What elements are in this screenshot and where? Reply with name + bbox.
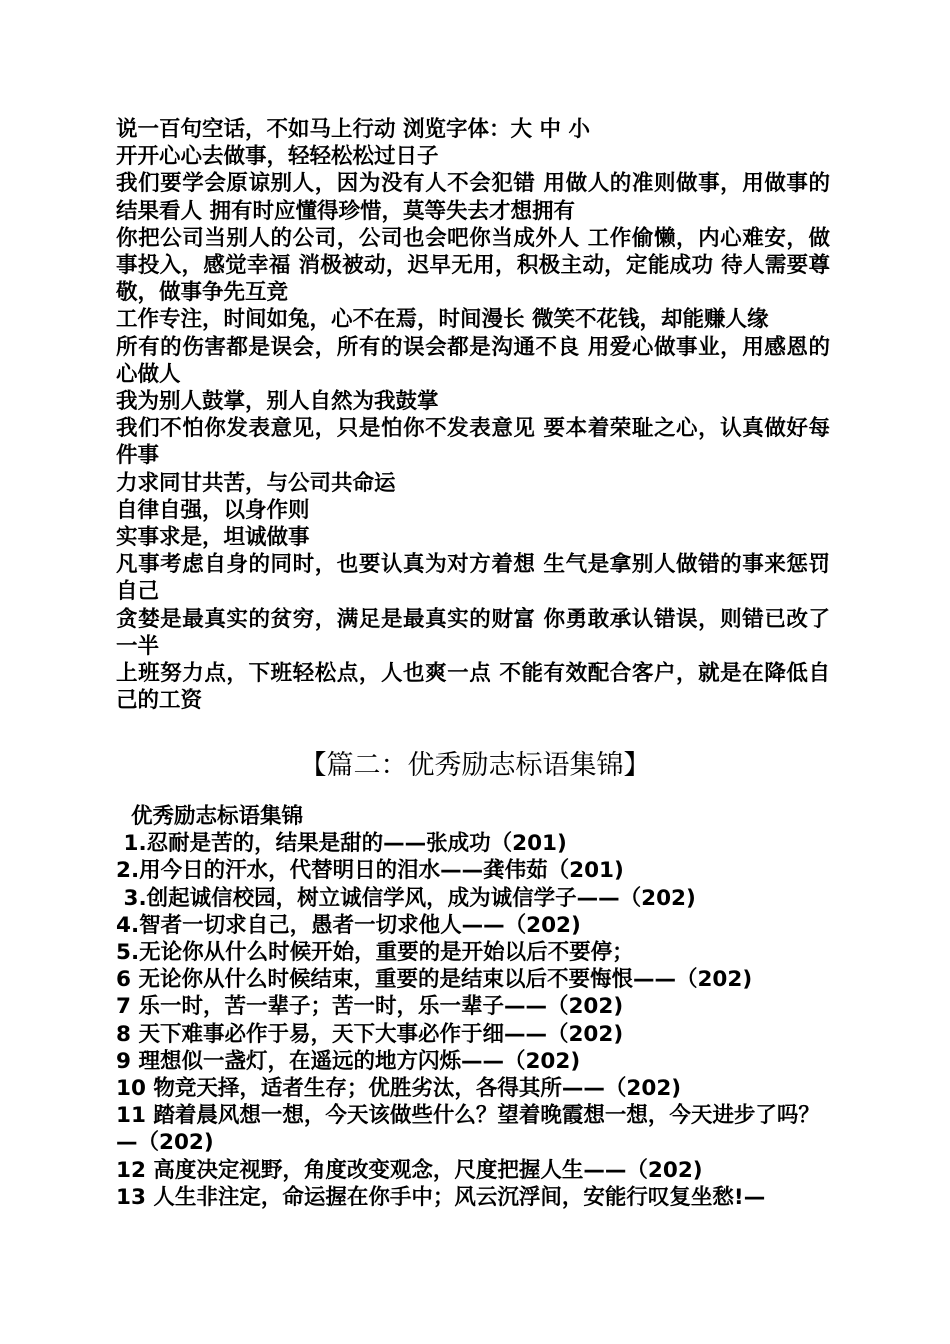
slogan-paragraph: 凡事考虑自身的同时，也要认真为对方着想 生气是拿别人做错的事来惩罚自己 <box>116 552 830 605</box>
slogan-paragraph: 你把公司当别人的公司，公司也会吧你当成外人 工作偷懒，内心难安，做事投入，感觉幸福 消极被动，迟早无用，积极主动，定能成功 待人需要尊敬，做事争先互竞 <box>116 225 830 306</box>
slogan-item: 10 物竞天择，适者生存；优胜劣汰，各得其所——（202) <box>116 1076 682 1102</box>
slogan-paragraph: 所有的伤害都是误会，所有的误会都是沟通不良 用爱心做事业，用感恩的心做人 <box>116 334 830 387</box>
slogan-paragraph: 上班努力点，下班轻松点，人也爽一点 不能有效配合客户，就是在降低自己的工资 <box>116 661 830 714</box>
slogan-item: 1.忍耐是苦的，结果是甜的——张成功（201) <box>116 831 567 857</box>
slogan-item: 7 乐一时，苦一辈子；苦一时，乐一辈子——（202) <box>116 994 624 1020</box>
slogan-paragraph: 我为别人鼓掌，别人自然为我鼓掌 <box>116 389 439 415</box>
slogan-item: 9 理想似一盏灯，在遥远的地方闪烁——（202) <box>116 1048 581 1074</box>
slogan-list-section-two <box>116 803 830 1211</box>
slogan-item: 3.创起诚信校园，树立诚信学风，成为诚信学子——（202) <box>116 885 696 911</box>
slogan-paragraph: 我们要学会原谅别人，因为没有人不会犯错 用做人的准则做事，用做事的结果看人 拥有时应懂得珍惜，莫等失去才想拥有 <box>116 171 830 224</box>
slogan-item: 12 高度决定视野，角度改变观念，尺度把握人生——（202) <box>116 1157 703 1183</box>
slogan-paragraph: 我们不怕你发表意见，只是怕你不发表意见 要本着荣耻之心，认真做好每件事 <box>116 416 830 469</box>
slogan-list-section-one <box>116 116 830 714</box>
section-heading: 【篇二：优秀励志标语集锦】 <box>299 750 651 781</box>
slogan-paragraph: 贪婪是最真实的贫穷，满足是最真实的财富 你勇敢承认错误，则错已改了一半 <box>116 606 830 659</box>
slogan-paragraph: 开开心心去做事，轻轻松松过日子 <box>116 144 439 170</box>
slogan-item: 6 无论你从什么时候结束，重要的是结束以后不要悔恨——（202) <box>116 967 753 993</box>
slogan-paragraph: 说一百句空话，不如马上行动 浏览字体：大 中 小 <box>116 117 590 142</box>
slogan-item: 5.无论你从什么时候开始，重要的是开始以后不要停； <box>116 940 634 966</box>
slogan-paragraph: 自律自强，以身作则 <box>116 497 310 523</box>
slogan-item: 2.用今日的汗水，代替明日的泪水——龚伟茹（201) <box>116 858 624 884</box>
slogan-paragraph: 实事求是，坦诚做事 <box>116 525 310 551</box>
slogan-item: 11 踏着晨风想一想，今天该做些什么？望着晚霞想一想，今天进步了吗？—（202) <box>116 1103 820 1156</box>
slogan-paragraph: 工作专注，时间如兔，心不在焉，时间漫长 微笑不花钱，却能赚人缘 <box>116 307 769 333</box>
slogan-item: 4.智者一切求自己，愚者一切求他人——（202) <box>116 912 581 938</box>
slogan-paragraph: 力求同甘共苦，与公司共命运 <box>116 470 396 496</box>
list-title: 优秀励志标语集锦 <box>116 804 303 829</box>
slogan-item: 8 天下难事必作于易，天下大事必作于细——（202) <box>116 1021 624 1047</box>
slogan-item: 13 人生非注定，命运握在你手中；风云沉浮间，安能行叹复坐愁!— <box>116 1184 766 1210</box>
